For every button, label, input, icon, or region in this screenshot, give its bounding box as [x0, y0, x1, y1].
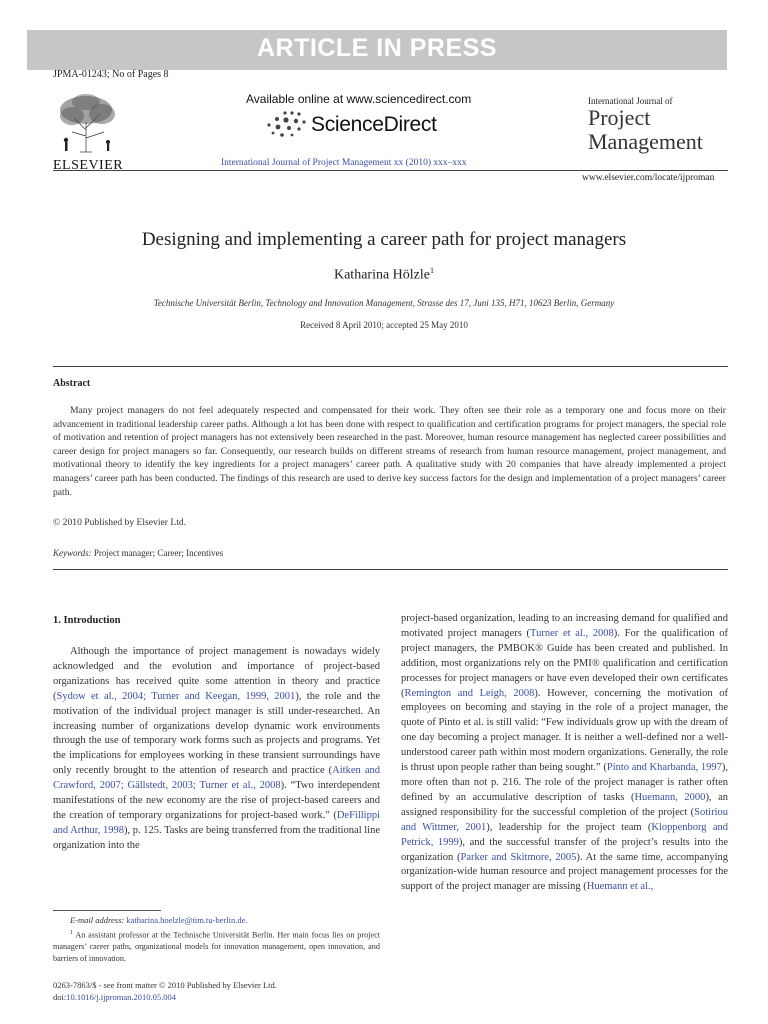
journal-masthead-line2: Management — [588, 129, 703, 154]
article-title: Designing and implementing a career path for project managers — [141, 229, 627, 250]
footnote-marker: 1 — [70, 930, 73, 936]
header-rule — [53, 170, 728, 171]
footnote-email — [70, 915, 247, 925]
keywords-list: Project manager; Career; Incentives — [93, 548, 224, 558]
intro-right-column — [401, 612, 728, 895]
abstract-bottom-rule — [53, 569, 728, 570]
doi-line — [53, 992, 176, 1002]
body-text: ), more often than not p. 216. The role of the project manager is rather often defined by an accumulative description of tasks ( — [401, 762, 728, 803]
journal-masthead-small: International Journal of — [588, 96, 673, 106]
abstract-copyright: © 2010 Published by Elsevier Ltd. — [53, 517, 187, 528]
keywords-label: Keywords: — [53, 548, 92, 558]
body-text: ), and the successful transfer of the project’s results into the organization ( — [401, 836, 728, 863]
journal-url-link[interactable]: www.elsevier.com/locate/ijproman — [582, 173, 715, 183]
citation-link[interactable]: Huemann et al., — [586, 881, 654, 893]
article-in-press-banner — [27, 30, 727, 70]
citation-link[interactable]: Pinto and Kharbanda, 1997 — [606, 762, 722, 774]
citation-link[interactable]: Aitken and Crawford, 2007; Gällstedt, 2003; Turner et al., 2008 — [53, 765, 380, 792]
abstract-top-rule — [53, 366, 728, 367]
author-name-text: Katharina Hölzle — [333, 267, 430, 283]
footnote-author-note — [53, 928, 380, 965]
publisher-name: ELSEVIER — [53, 158, 124, 173]
citation-link[interactable]: Kloppenborg and Petrick, 1999 — [401, 821, 728, 848]
email-label: E-mail address: — [70, 915, 125, 925]
footnote-rule — [53, 910, 161, 911]
author-footnote-marker[interactable]: 1 — [430, 266, 434, 275]
body-text: ), an assigned responsibility for the successful completion of the project ( — [401, 791, 728, 818]
journal-citation-link[interactable]: International Journal of Project Management xx (2010) xxx–xxx — [221, 158, 467, 168]
citation-link[interactable]: Turner et al., 2008 — [530, 627, 614, 639]
body-text: Although the importance of project management is nowadays widely acknowledged and the evolution and importance of project-based organizations has received quite some attention in theory and practice ( — [53, 646, 380, 702]
doi-label: doi: — [53, 992, 67, 1002]
journal-masthead-line1: Project — [588, 105, 651, 130]
abstract-body: Many project managers do not feel adequately respected and compensated for their work. They often see their role as a temporary one and focus more on their advancement in traditional leadership career paths. Although a lot has been done with respect to qualification and certification programs for project managers, the special role of motivation and retention of project managers has not extensively been researched in the past. Moreover, human resource management has neglected career possibilities and career design for project managers so far. Consequently, our research builds on different streams of research from human resource management, project management, and motivational theory to identify the key ingredients for a project managers’ career path. A qualitative study with 20 companies that have already implemented a project managers’ career path has been conducted. The findings of this research are used to derive key success factors for the design and implementation of a project managers’ career path. — [53, 405, 726, 498]
available-online-text: Available online at www.sciencedirect.com — [246, 92, 472, 106]
body-text: ). “Two interdependent manifestations of the new economy are the rise of project-based careers and the creation of temporary organizations for project-based work.” ( — [53, 780, 380, 821]
citation-link[interactable]: Huemann, 2000 — [634, 791, 706, 803]
footnote-text: An assistant professor at the Technische Universität Berlin. Her main focus lies on project managers’ career paths, organizational models for innovation management, open innovation, and barriers of innovation. — [53, 930, 380, 963]
author-affiliation: Technische Universität Berlin, Technology and Innovation Management, Strasse des 17, Juni 135, H71, 10623 Berlin, Germany — [153, 298, 615, 308]
body-text: ). However, concerning the motivation of employees on becoming and staying in the role of a project manager, the quote of Pinto et al. is still valid: “Few individuals grow up with the dream of one day becoming a project manager. It is neither a well-defined nor a well-understood career path within most modern organizations. Generally, the role is thrust upon people rather than being sought.” ( — [401, 687, 728, 774]
citation-link[interactable]: Sotiriou and Wittmer, 2001 — [401, 806, 728, 833]
received-dates: Received 8 April 2010; accepted 25 May 2010 — [300, 320, 468, 330]
sciencedirect-logo-text: ScienceDirect — [311, 113, 437, 136]
elsevier-tree-icon — [52, 92, 122, 154]
body-text: ), the role and the motivation of the individual project manager is still under-researched. An increasing number of organizations develop dynamic work environments through the use of temporary work forms such as projects and programs. Yet the implications for employees working in these transient surroundings have only recently brought to the attention of research and practice ( — [53, 690, 380, 777]
body-text: ), leadership for the project team ( — [486, 821, 652, 833]
intro-left-column — [53, 645, 380, 854]
citation-link[interactable]: Remington and Leigh, 2008 — [404, 687, 535, 699]
author-name — [0, 266, 768, 284]
journal-masthead — [588, 96, 728, 154]
sciencedirect-dots-icon — [265, 110, 307, 138]
section-heading-introduction: 1. Introduction — [53, 615, 121, 626]
body-text: ), p. 125. Tasks are being transferred from the traditional line organization into the — [53, 824, 381, 851]
citation-link[interactable]: Sydow et al., 2004; Turner and Keegan, 1999, 2001 — [56, 690, 296, 702]
email-link[interactable]: katharina.hoelzle@tim.tu-berlin.de. — [126, 915, 248, 925]
manuscript-id: JPMA-01243; No of Pages 8 — [53, 69, 169, 80]
issn-line: 0263-7863/$ - see front matter © 2010 Published by Elsevier Ltd. — [53, 980, 277, 990]
body-text: ). For the qualification of project managers, the PMBOK® Guide has been created and published. In addition, most organizations rely on the PMI® qualification and certification processes for project managers or have even developed their own certificates ( — [401, 627, 729, 699]
doi-link[interactable]: 10.1016/j.ijproman.2010.05.004 — [66, 992, 177, 1002]
body-text: project-based organization, leading to an increasing demand for qualified and motivated project managers ( — [401, 613, 728, 639]
abstract-heading: Abstract — [53, 378, 91, 389]
citation-link[interactable]: DeFillippi and Arthur, 1998 — [53, 809, 380, 836]
banner-title: ARTICLE IN PRESS — [257, 34, 497, 62]
citation-link[interactable]: Parker and Skitmore, 2005 — [460, 851, 577, 863]
body-text: ). At the same time, accompanying organization-wide human resource and project management processes for the support of the project manager are missing ( — [401, 851, 728, 893]
keywords — [53, 548, 223, 558]
